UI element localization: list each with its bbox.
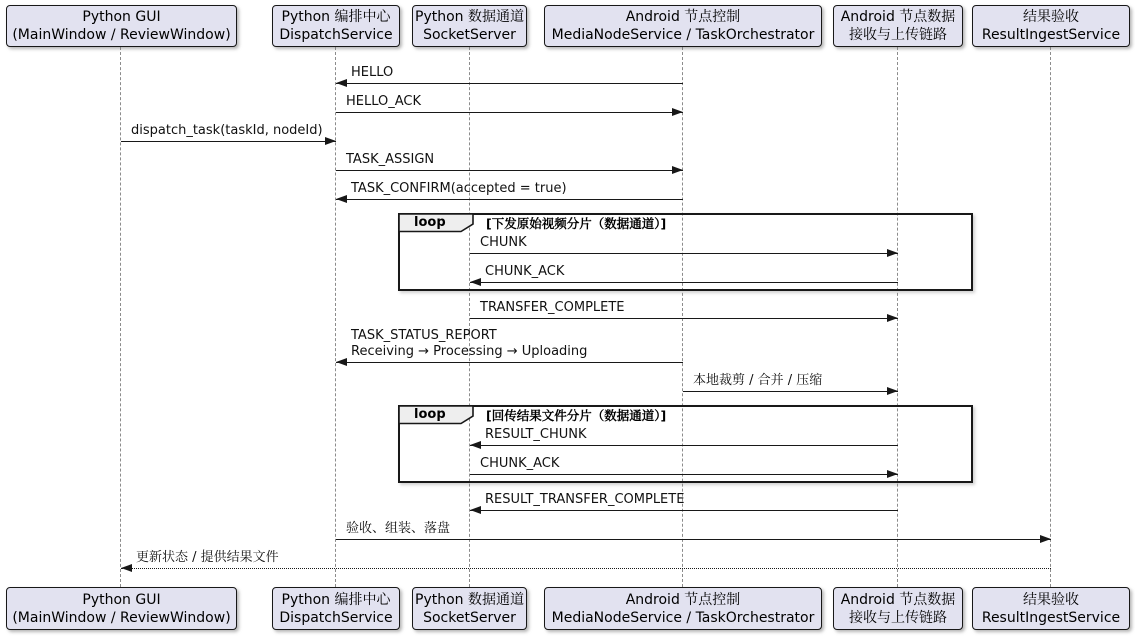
participant-name-line2: SocketServer xyxy=(423,27,516,43)
participant-top-result xyxy=(972,5,1130,47)
participant-name-line1: Android 节点数据 xyxy=(840,9,956,25)
message-arrowhead-0 xyxy=(336,79,347,87)
message-arrowhead-10 xyxy=(470,441,481,449)
lifeline-dispatch xyxy=(335,47,336,587)
message-line-8 xyxy=(336,362,683,363)
participant-name-line2: MediaNodeService / TaskOrchestrator xyxy=(551,609,815,626)
message-line-5 xyxy=(470,253,898,254)
message-arrowhead-2 xyxy=(325,137,336,145)
lifeline-result xyxy=(1050,47,1051,587)
participant-name-line1: 结果验收 xyxy=(1023,591,1079,608)
participant-name-line1: Python 数据通道 xyxy=(415,9,524,25)
message-line-1 xyxy=(336,112,683,113)
message-arrowhead-8 xyxy=(336,358,347,366)
message-arrowhead-14 xyxy=(121,564,132,572)
message-label-10: RESULT_CHUNK xyxy=(485,427,587,442)
message-arrowhead-12 xyxy=(470,506,481,514)
message-arrowhead-9 xyxy=(887,387,898,395)
message-arrowhead-1 xyxy=(672,108,683,116)
participant-top-dispatch xyxy=(272,5,400,47)
message-line-13 xyxy=(336,539,1051,540)
participant-name-line1: Python 编排中心 xyxy=(281,9,391,25)
message-arrowhead-11 xyxy=(887,470,898,478)
message-line-2 xyxy=(121,141,336,142)
participant-top-nodectrl xyxy=(544,5,822,47)
participant-top-socket xyxy=(412,5,527,47)
participant-name-line2: DispatchService xyxy=(279,609,393,626)
message-label-14: 更新状态 / 提供结果文件 xyxy=(136,550,279,565)
message-line-3 xyxy=(336,170,683,171)
participant-name-line2: DispatchService xyxy=(279,27,393,43)
message-label-0: HELLO xyxy=(351,65,394,80)
participant-top-gui xyxy=(6,5,237,47)
message-line-10 xyxy=(470,445,898,446)
loop-keyword-1: loop xyxy=(414,215,446,230)
participant-name-line1: Python GUI xyxy=(82,9,161,25)
participant-name-line2: ResultIngestService xyxy=(981,27,1121,43)
message-label2-8: Receiving → Processing → Uploading xyxy=(351,344,588,359)
message-arrowhead-6 xyxy=(470,278,481,286)
participant-name-line1: Android 节点控制 xyxy=(625,9,741,25)
participant-bottom-result xyxy=(972,587,1130,630)
message-label-11: CHUNK_ACK xyxy=(480,456,560,471)
message-arrowhead-5 xyxy=(887,249,898,257)
participant-name-line1: Python GUI xyxy=(82,591,161,608)
message-label-13: 验收、组装、落盘 xyxy=(346,521,451,536)
participant-bottom-nodedata xyxy=(833,587,963,630)
participant-name-line1: Python 数据通道 xyxy=(415,591,524,608)
message-line-6 xyxy=(470,282,898,283)
loop-keyword-2: loop xyxy=(414,407,446,422)
participant-name-line2: MediaNodeService / TaskOrchestrator xyxy=(551,27,815,43)
message-line-0 xyxy=(336,83,683,84)
participant-top-nodedata xyxy=(833,5,963,47)
message-label-2: dispatch_task(taskId, nodeId) xyxy=(131,123,323,138)
message-arrowhead-3 xyxy=(672,166,683,174)
participant-name-line1: Python 编排中心 xyxy=(281,591,391,608)
message-arrowhead-13 xyxy=(1040,535,1051,543)
message-label-5: CHUNK xyxy=(480,235,527,250)
participant-name-line2: 接收与上传链路 xyxy=(849,609,947,626)
message-label-12: RESULT_TRANSFER_COMPLETE xyxy=(485,492,685,507)
participant-bottom-gui xyxy=(6,587,237,630)
message-label-7: TRANSFER_COMPLETE xyxy=(480,300,625,315)
participant-name-line2: SocketServer xyxy=(423,609,516,626)
lifeline-gui xyxy=(120,47,121,587)
message-line-12 xyxy=(470,510,898,511)
message-line-14 xyxy=(121,568,1051,569)
message-label-4: TASK_CONFIRM(accepted = true) xyxy=(351,181,567,196)
participant-name-line1: 结果验收 xyxy=(1023,9,1079,25)
message-line-4 xyxy=(336,199,683,200)
message-arrowhead-7 xyxy=(887,314,898,322)
message-label-3: TASK_ASSIGN xyxy=(346,152,435,167)
participant-name-line2: 接收与上传链路 xyxy=(849,27,947,43)
participant-name-line2: (MainWindow / ReviewWindow) xyxy=(12,609,231,626)
participant-name-line1: Android 节点控制 xyxy=(625,591,741,608)
message-arrowhead-4 xyxy=(336,195,347,203)
participant-bottom-socket xyxy=(412,587,527,630)
message-line-11 xyxy=(470,474,898,475)
participant-name-line1: Android 节点数据 xyxy=(840,591,956,608)
participant-name-line2: (MainWindow / ReviewWindow) xyxy=(12,27,231,43)
participant-bottom-dispatch xyxy=(272,587,400,630)
participant-name-line2: ResultIngestService xyxy=(981,609,1121,626)
message-label-1: HELLO_ACK xyxy=(346,94,422,109)
message-label-6: CHUNK_ACK xyxy=(485,264,565,279)
message-label-8: TASK_STATUS_REPORT xyxy=(351,328,497,343)
message-label-9: 本地裁剪 / 合并 / 压缩 xyxy=(693,373,823,388)
loop-guard-2: [回传结果文件分片（数据通道）] xyxy=(486,408,667,423)
loop-guard-1: [下发原始视频分片（数据通道）] xyxy=(486,216,667,231)
participant-bottom-nodectrl xyxy=(544,587,822,630)
message-line-7 xyxy=(470,318,898,319)
message-line-9 xyxy=(683,391,898,392)
